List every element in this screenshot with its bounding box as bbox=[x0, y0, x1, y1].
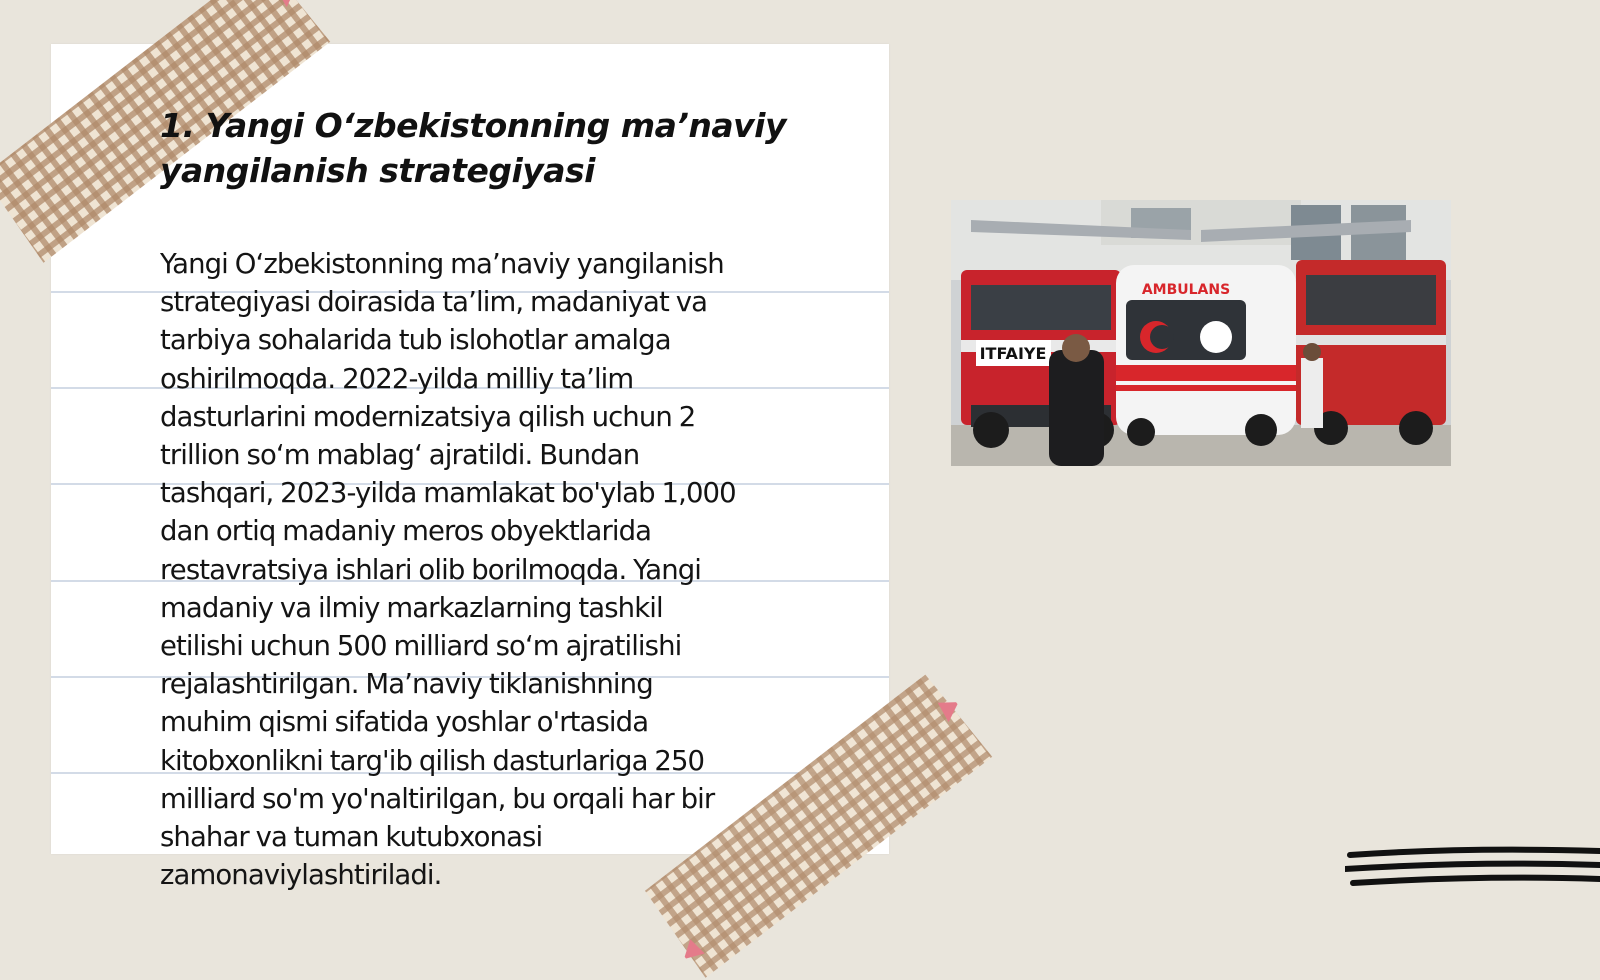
body-line: dan ortiq madaniy meros obyektlarida bbox=[160, 515, 652, 548]
emergency-vehicles-photo bbox=[951, 200, 1451, 466]
body-line: oshirilmoqda. 2022-yilda milliy ta’lim bbox=[160, 362, 634, 395]
body-line: rejalashtirilgan. Ma’naviy tiklanishning bbox=[160, 668, 653, 701]
body-line: Yangi O‘zbekistonning ma’naviy yangilanish bbox=[160, 248, 724, 280]
heading-line: 1. Yangi O‘zbekistonning ma’naviy bbox=[160, 106, 786, 145]
health-emblem-icon bbox=[1200, 321, 1232, 353]
body-line: muhim qismi sifatida yoshlar o'rtasida bbox=[160, 706, 649, 739]
body-line: zamonaviylashtiriladi. bbox=[160, 859, 442, 892]
heading-line: yangilanish strategiyasi bbox=[160, 151, 595, 190]
body-line: tashqari, 2023-yilda mamlakat bo'ylab 1,000 bbox=[160, 477, 736, 510]
body-paragraph bbox=[160, 245, 840, 894]
body-line: trillion so‘m mablag‘ ajratildi. Bundan bbox=[160, 439, 640, 472]
body-line: milliard so'm yo'naltirilgan, bu orqali har bir bbox=[160, 782, 715, 815]
body-line: dasturlarini modernizatsiya qilish uchun 2 bbox=[160, 400, 696, 433]
slide-heading bbox=[160, 103, 860, 193]
body-line: restavratsiya ishlari olib borilmoqda. Yangi bbox=[160, 553, 702, 586]
body-line: etilishi uchun 500 milliard so‘m ajratilishi bbox=[160, 630, 682, 663]
fire-truck-label: ITFAIYE bbox=[979, 344, 1047, 363]
decorative-scribble bbox=[1345, 845, 1600, 895]
body-line: madaniy va ilmiy markazlarning tashkil bbox=[160, 591, 663, 624]
body-line: tarbiya sohalarida tub islohotlar amalga bbox=[160, 324, 671, 357]
body-line: shahar va tuman kutubxonasi bbox=[160, 821, 543, 854]
body-line: strategiyasi doirasida ta’lim, madaniyat va bbox=[160, 286, 708, 319]
ambulance-label: AMBULANS bbox=[1141, 282, 1231, 298]
body-line: kitobxonlikni targ'ib qilish dasturlariga 250 bbox=[160, 744, 705, 777]
